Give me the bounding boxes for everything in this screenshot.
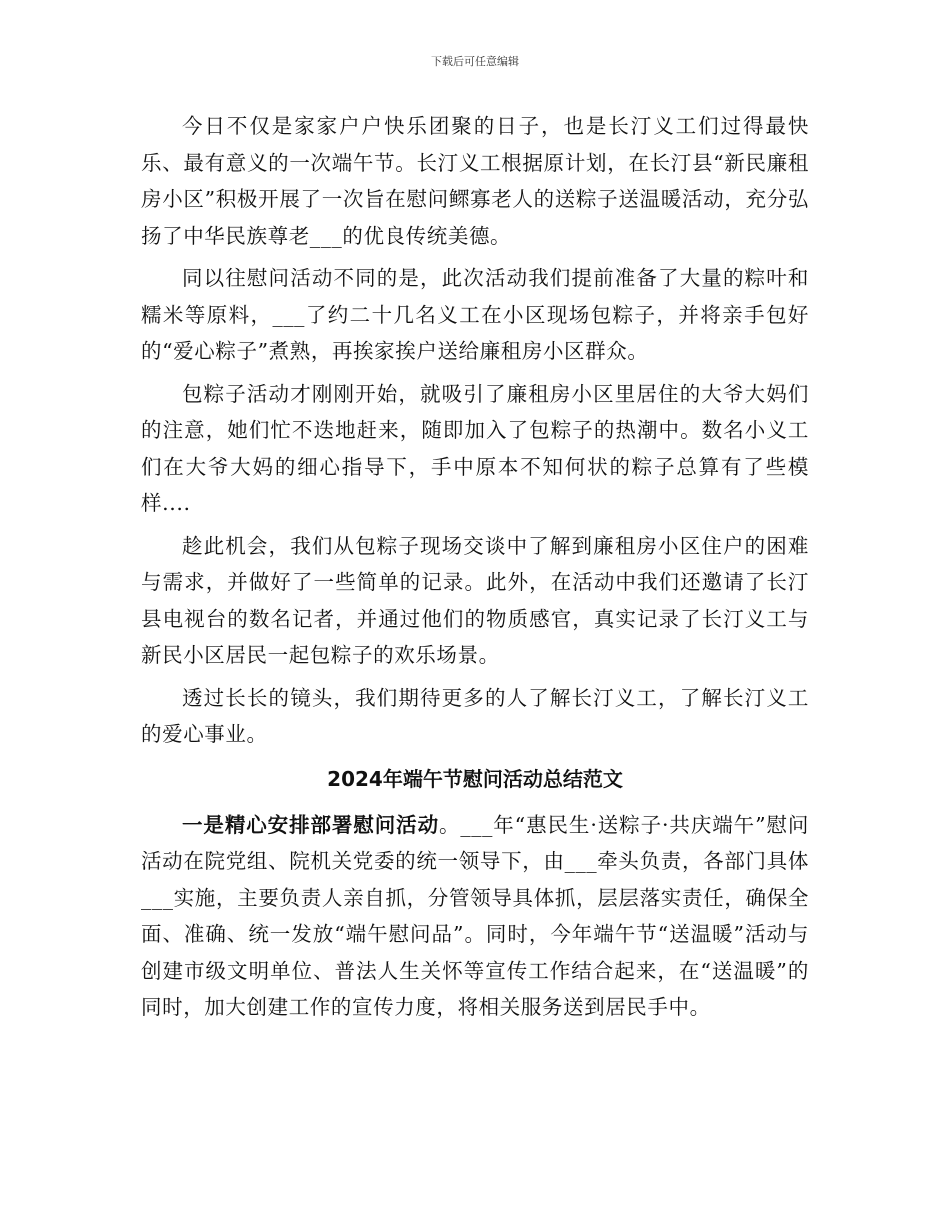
document-body	[141, 108, 809, 1032]
paragraph-2: 同以往慰问活动不同的是，此次活动我们提前准备了大量的粽叶和糯米等原料，___了约二十几名义工在小区现场包粽子，并将亲手包好的“爱心粽子”煮熟，再挨家挨户送给廉租房小区群众。	[141, 266, 809, 363]
page-header: 下载后可任意编辑	[431, 55, 519, 68]
section-paragraph-rest: 。___年“惠民生·送粽子·共庆端午”慰问活动在院党组、院机关党委的统一领导下，由___牵头负责，各部门具体___实施，主要负责人亲自抓，分管领导具体抓，层层落实责任，确保全面、准确、统一发放“端午慰问品”。同时，今年端午节“送温暖”活动与创建市级文明单位、普法人生关怀等宣传工作结合起来，在“送温暖”的同时，加大创建工作的宣传力度，将相关服务送到居民手中。	[141, 812, 809, 1019]
section-title: 2024年端午节慰问活动总结范文	[327, 766, 623, 791]
section-paragraph-lead: 一是精心安排部署慰问活动	[182, 812, 439, 837]
paragraph-1: 今日不仅是家家户户快乐团聚的日子，也是长汀义工们过得最快乐、最有意义的一次端午节。长汀义工根据原计划，在长汀县“新民廉租房小区”积极开展了一次旨在慰问鳏寡老人的送粽子送温暖活动，充分弘扬了中华民族尊老___的优良传统美德。	[141, 114, 809, 248]
paragraph-5: 透过长长的镜头，我们期待更多的人了解长汀义工，了解长汀义工的爱心事业。	[141, 685, 809, 746]
section-paragraph	[141, 807, 809, 1026]
paragraph-4: 趁此机会，我们从包粽子现场交谈中了解到廉租房小区住户的困难与需求，并做好了一些简单的记录。此外，在活动中我们还邀请了长汀县电视台的数名记者，并通过他们的物质感官，真实记录了长汀义工与新民小区居民一起包粽子的欢乐场景。	[141, 533, 809, 667]
paragraph-3: 包粽子活动才刚刚开始，就吸引了廉租房小区里居住的大爷大妈们的注意，她们忙不迭地赶来，随即加入了包粽子的热潮中。数名小义工们在大爷大妈的细心指导下，手中原本不知何状的粽子总算有了些模样....	[141, 381, 809, 515]
